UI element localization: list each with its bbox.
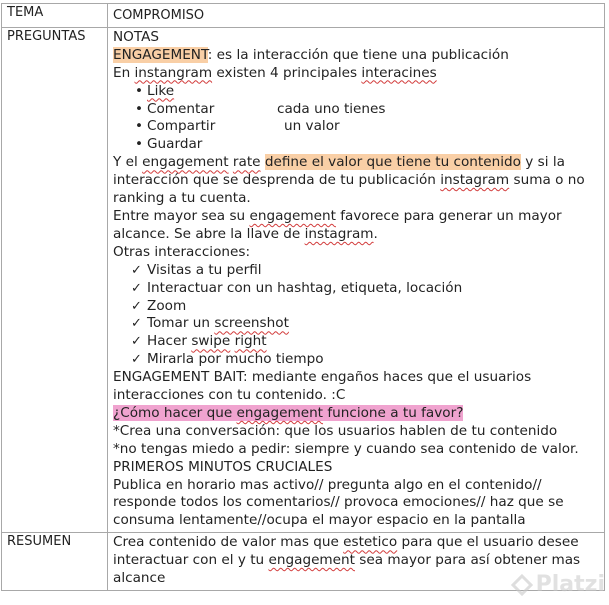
checkmark-icon: ✓ <box>131 334 142 350</box>
interaction-bullet-list <box>113 83 600 155</box>
bullet-side-note-2: un valor <box>284 118 340 135</box>
checkmark-icon: ✓ <box>131 316 142 332</box>
minutos-paragraph: Publica en horario mas activo// pregunta algo en el contenido// responde todos los comentarios// provoca emociones// haz que se consuma lentamente//ocupa el mayor espacio en la pantalla <box>113 476 564 529</box>
engagement-rate-paragraph: Y el engagement rate define el valor que tiene tu contenido y si la interacción que se desprenda de tu publicación instagram suma o no ranking a tu cuenta. <box>113 154 585 207</box>
header-tema-cell: TEMA <box>2 4 108 28</box>
notes-cell <box>108 27 605 532</box>
checkmark-icon: ✓ <box>131 298 142 314</box>
instagram-line: En instangram existen 4 principales interacines <box>113 64 437 81</box>
notes-title: NOTAS <box>113 28 160 45</box>
list-item: • Compartir un valor <box>135 118 600 136</box>
header-compromiso-cell: COMPROMISO <box>108 4 605 28</box>
engagement-definition: ENGAGEMENT: es la interacción que tiene una publicación <box>113 46 509 63</box>
question-line <box>113 405 600 423</box>
engagement-bait-paragraph: ENGAGEMENT BAIT: mediante engaños haces que el usuarios interacciones con tu contenido. :C <box>113 369 532 404</box>
mayor-engagement-paragraph: Entre mayor sea su engagement favorece para generar un mayor alcance. Se abre la llave de instagram. <box>113 207 562 242</box>
list-item: ✓ Tomar un screenshot <box>131 315 289 332</box>
resumen-cell: Crea contenido de valor mas que estetico para que el usuario desee interactuar con el y tu engagement sea mayor para así obtener mas alcance <box>108 533 605 591</box>
rate-highlight: define el valor que tiene tu contenido <box>264 154 521 171</box>
resumen-row <box>2 533 605 591</box>
tip-conversation: *Crea una conversación: que los usuarios hablen de tu contenido <box>113 422 558 439</box>
checkmark-icon: ✓ <box>131 280 142 296</box>
watermark-text: Platzi <box>535 572 605 597</box>
bullet-side-note-1: cada uno tienes <box>277 100 386 117</box>
spell-interacines: interacines <box>361 64 437 81</box>
list-item: ✓ Hacer swipe right <box>131 333 267 350</box>
list-item: • Like <box>135 83 600 101</box>
list-item: ✓ Visitas a tu perfil <box>131 261 262 278</box>
table-header-row <box>2 4 605 28</box>
tip-ask: *no tengas miedo a pedir: siempre y cuando sea contenido de valor. <box>113 440 579 457</box>
minutos-title: PRIMEROS MINUTOS CRUCIALES <box>113 458 333 475</box>
otras-interacciones-title: Otras interacciones: <box>113 243 251 260</box>
list-item: ✓ Interactuar con un hashtag, etiqueta, locación <box>131 279 463 296</box>
checkmark-list <box>113 262 600 369</box>
list-item: ✓ Zoom <box>131 297 187 314</box>
engagement-term-highlight: ENGAGEMENT <box>113 46 208 63</box>
resumen-label: RESUMEN <box>2 533 108 591</box>
list-item: ✓ Mirarla por mucho tiempo <box>131 351 324 368</box>
notes-table <box>1 3 605 591</box>
checkmark-icon: ✓ <box>131 262 142 278</box>
preguntas-label: PREGUNTAS <box>2 27 108 532</box>
list-item: • Guardar <box>135 136 600 154</box>
question-highlight: ¿Cómo hacer que engagement funcione a tu favor? <box>113 404 464 421</box>
list-item: • Comentar cada uno tienes <box>135 101 600 119</box>
spell-instangram: instangram <box>134 64 213 81</box>
checkmark-icon: ✓ <box>131 352 142 368</box>
preguntas-row <box>2 27 605 532</box>
